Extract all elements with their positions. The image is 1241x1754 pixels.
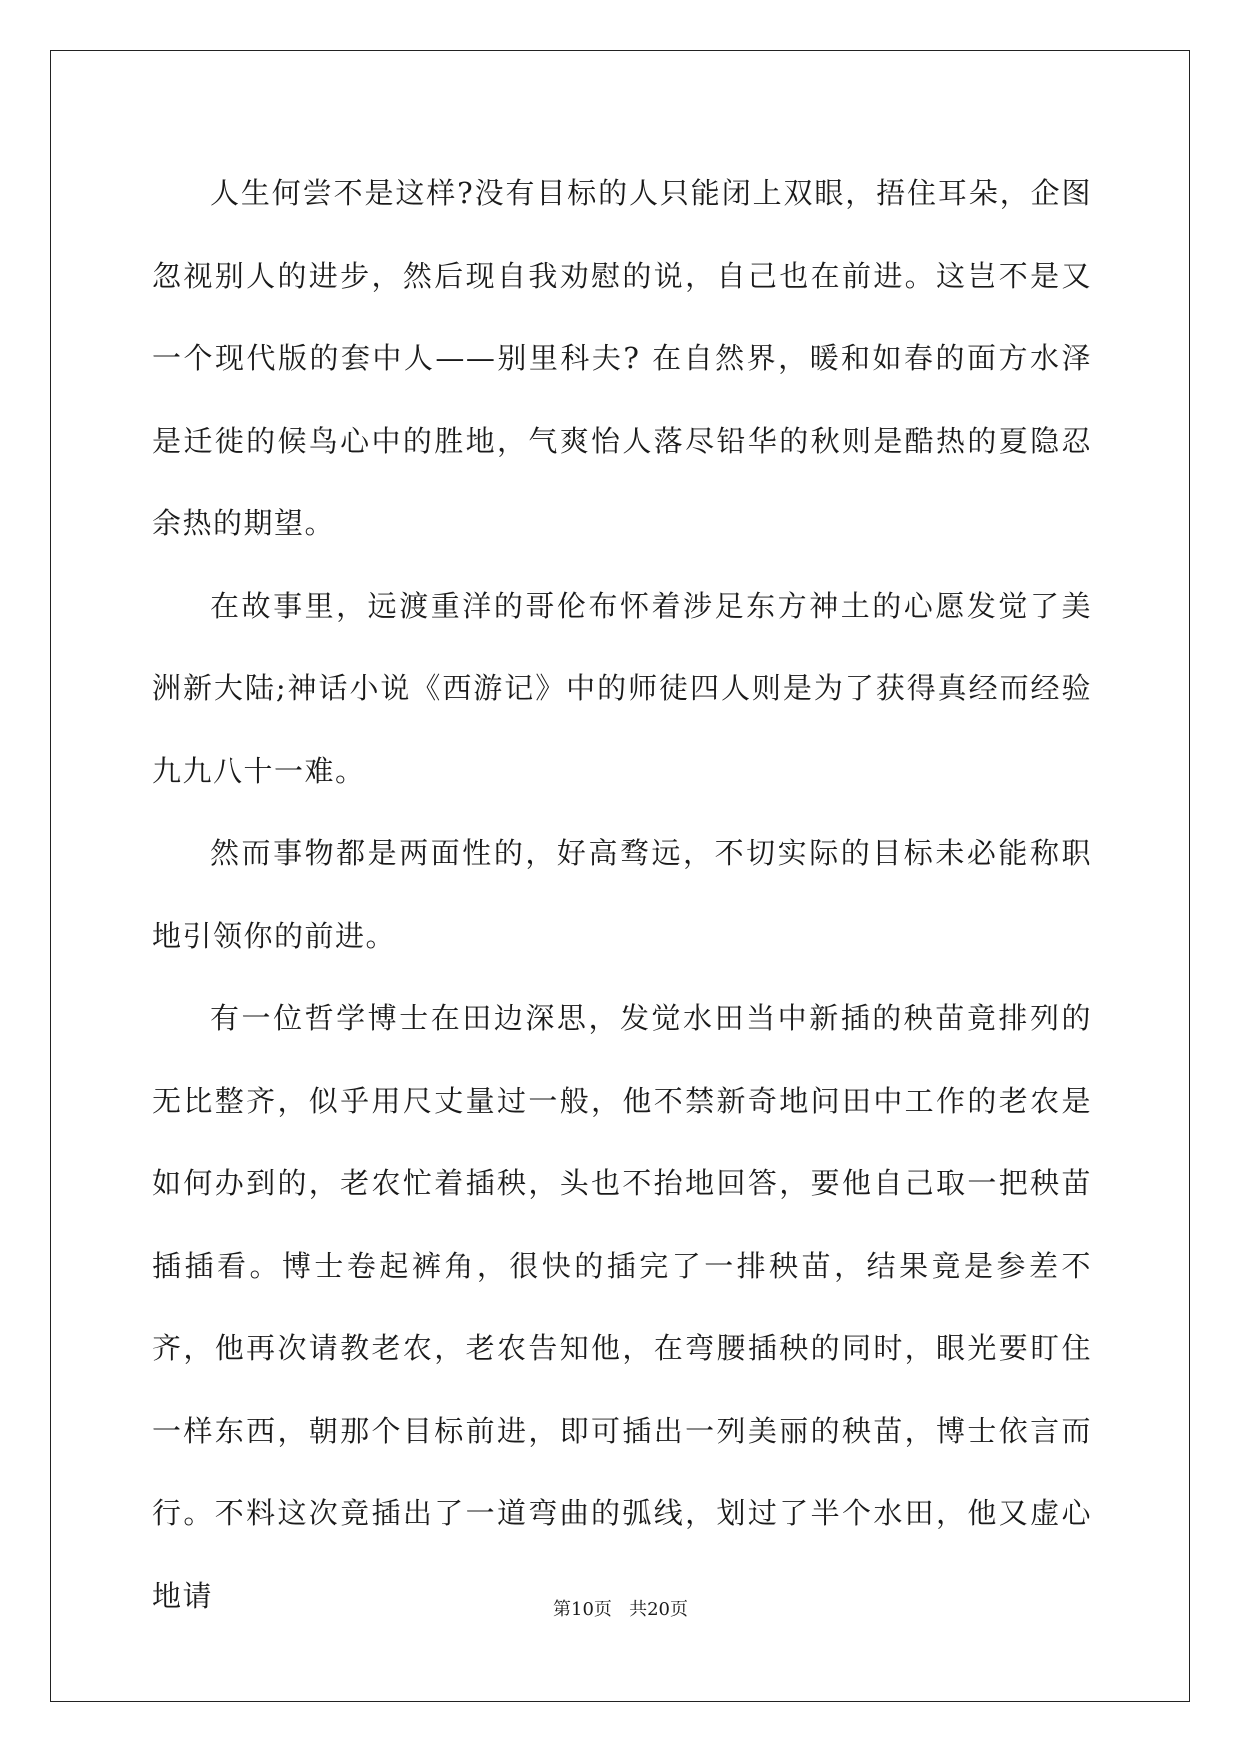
page-footer <box>0 1595 1241 1621</box>
document-body <box>152 152 1092 1637</box>
page-number: 第10页 <box>553 1599 612 1620</box>
page-total: 共20页 <box>629 1599 688 1620</box>
paragraph: 人生何尝不是这样?没有目标的人只能闭上双眼，捂住耳朵，企图忽视别人的进步，然后现自我劝慰的说，自己也在前进。这岂不是又一个现代版的套中人——别里科夫? 在自然界，暖和如春的面方水泽是迁徙的候鸟心中的胜地，气爽怡人落尽铅华的秋则是酷热的夏隐忍余热的期望。 <box>152 176 1092 540</box>
footer-spacer <box>612 1599 629 1620</box>
paragraph: 有一位哲学博士在田边深思，发觉水田当中新插的秧苗竟排列的无比整齐，似乎用尺丈量过一般，他不禁新奇地问田中工作的老农是如何办到的，老农忙着插秧，头也不抬地回答，要他自己取一把秧苗插插看。博士卷起裤角，很快的插完了一排秧苗，结果竟是参差不齐，他再次请教老农，老农告知他，在弯腰插秧的同时，眼光要盯住一样东西，朝那个目标前进，即可插出一列美丽的秧苗，博士依言而行。不料这次竟插出了一道弯曲的弧线，划过了半个水田，他又虚心地请 <box>152 1001 1092 1613</box>
paragraph: 在故事里，远渡重洋的哥伦布怀着涉足东方神土的心愿发觉了美洲新大陆;神话小说《西游记》中的师徒四人则是为了获得真经而经验九九八十一难。 <box>152 588 1092 788</box>
paragraph: 然而事物都是两面性的，好高骛远，不切实际的目标未必能称职地引领你的前进。 <box>152 836 1092 953</box>
